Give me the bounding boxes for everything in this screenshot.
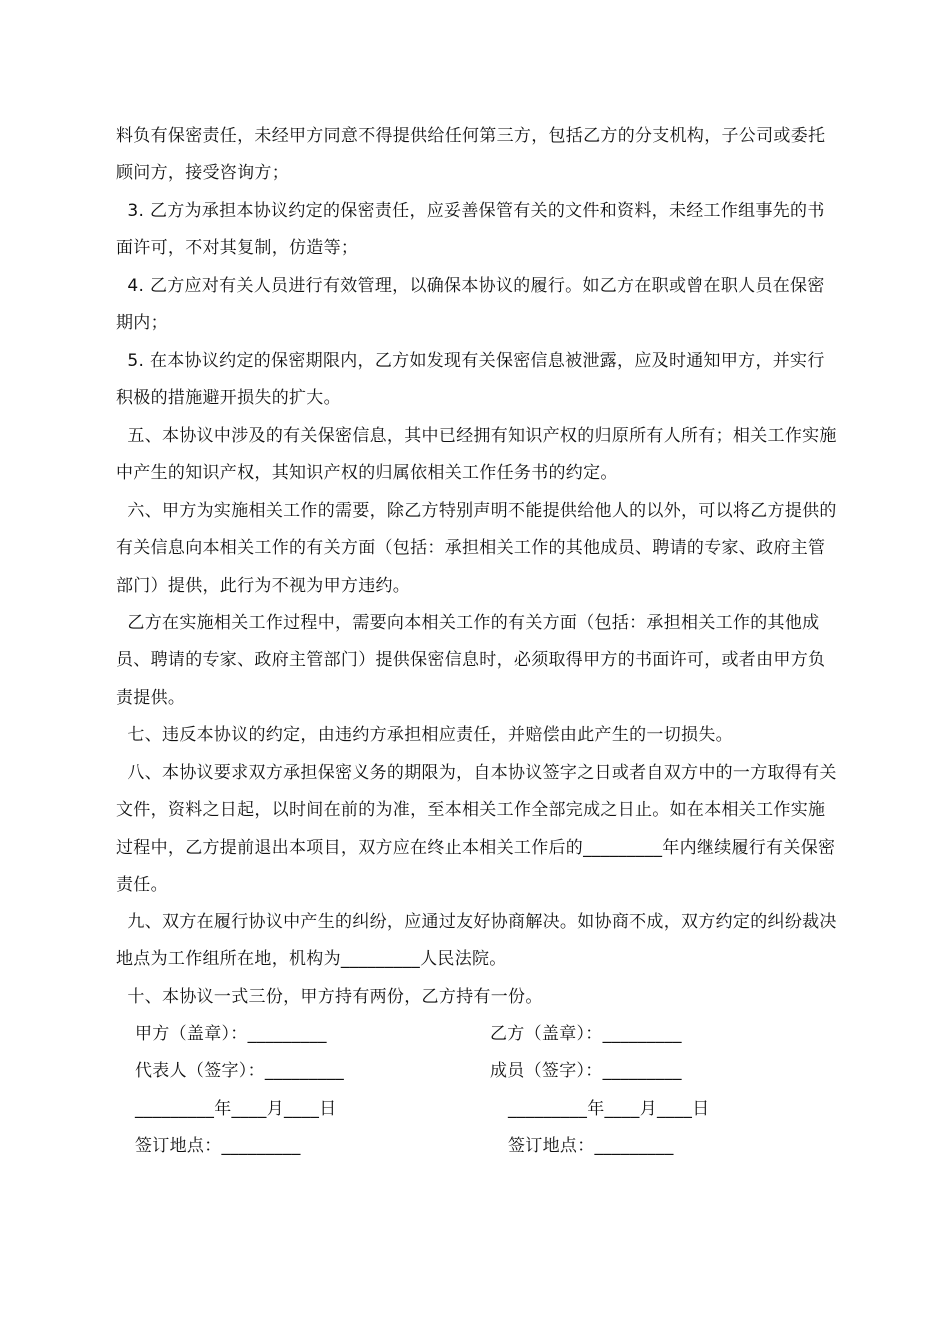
paragraph-confidentiality-continued: 料负有保密责任，未经甲方同意不得提供给任何第三方，包括乙方的分支机构，子公司或委托顾问方，接受咨询方； (116, 126, 826, 184)
paragraph-article-10: 十、本协议一式三份，甲方持有两份，乙方持有一份。 (116, 987, 543, 1007)
party-b-seal-field: 乙方（盖章）：_________ (490, 1024, 682, 1044)
party-a-place-field: 签订地点：_________ (135, 1136, 301, 1156)
paragraph-article-5: 五、本协议中涉及的有关保密信息，其中已经拥有知识产权的归原所有人所有；相关工作实施中产生的知识产权，其知识产权的归属依相关工作任务书的约定。 (116, 426, 837, 484)
party-b-member-field: 成员（签字）：_________ (490, 1061, 682, 1081)
paragraph-article-8: 八、本协议要求双方承担保密义务的期限为，自本协议签字之日或者自双方中的一方取得有关文件，资料之日起，以时间在前的为准，至本相关工作全部完成之日止。如在本相关工作实施过程中，乙方提前退出本项目，双方应在终止本相关工作后的_________年内继续履行有关保密责任。 (116, 763, 837, 895)
paragraph-clause-3: 3. 乙方为承担本协议约定的保密责任，应妥善保管有关的文件和资料，未经工作组事先的书面许可，不对其复制，仿造等； (116, 201, 825, 259)
paragraph-clause-4: 4. 乙方应对有关人员进行有效管理，以确保本协议的履行。如乙方在职或曾在职人员在保密期内； (116, 276, 825, 334)
paragraph-article-7: 七、违反本协议的约定，由违约方承担相应责任，并赔偿由此产生的一切损失。 (116, 725, 733, 745)
paragraph-clause-5: 5. 在本协议约定的保密期限内，乙方如发现有关保密信息被泄露，应及时通知甲方，并实行积极的措施避开损失的扩大。 (116, 351, 825, 409)
party-b-date-field: _________年____月____日 (508, 1099, 710, 1119)
paragraph-article-6: 六、甲方为实施相关工作的需要，除乙方特别声明不能提供给他人的以外，可以将乙方提供的有关信息向本相关工作的有关方面（包括：承担相关工作的其他成员、聘请的专家、政府主管部门）提供，此行为不视为甲方违约。 (116, 501, 837, 596)
party-a-representative-field: 代表人（签字）：_________ (135, 1061, 345, 1081)
paragraph-article-9: 九、双方在履行协议中产生的纠纷，应通过友好协商解决。如协商不成，双方约定的纠纷裁决地点为工作组所在地，机构为_________人民法院。 (116, 912, 837, 970)
party-b-place-field: 签订地点：_________ (508, 1136, 674, 1156)
party-a-seal-field: 甲方（盖章）：_________ (135, 1024, 327, 1044)
party-a-date-field: _________年____月____日 (135, 1099, 337, 1119)
paragraph-article-6-party-b: 乙方在实施相关工作过程中，需要向本相关工作的有关方面（包括：承担相关工作的其他成员、聘请的专家、政府主管部门）提供保密信息时，必须取得甲方的书面许可，或者由甲方负责提供。 (116, 613, 826, 708)
